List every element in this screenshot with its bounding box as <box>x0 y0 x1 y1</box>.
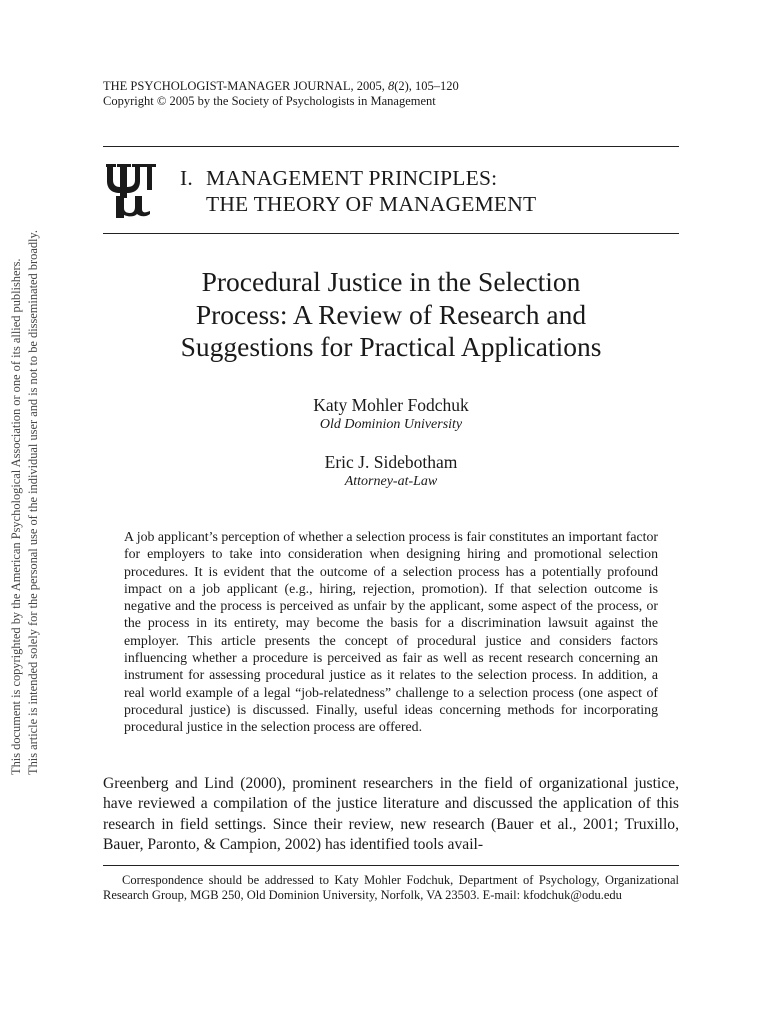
author-affiliation: Attorney-at-Law <box>344 474 438 489</box>
side-notice-line-2: This article is intended solely for the personal use of the individual user and is not to be disseminated broadly. <box>26 230 40 775</box>
journal-header <box>103 79 459 109</box>
journal-citation <box>103 79 459 94</box>
author-name: Eric J. Sidebotham <box>324 452 458 472</box>
author-affiliation: Old Dominion University <box>319 417 463 432</box>
correspondence-footnote: Correspondence should be addressed to Katy Mohler Fodchuk, Department of Psychology, Organizational Research Group, MGB 250, Old Dominion University, Norfolk, VA 23503. E-mail: kfodchuk@odu.edu <box>103 873 679 903</box>
side-notice-line-1: This document is copyrighted by the American Psychological Association or one of its allied publishers. <box>9 258 23 775</box>
title-line: Suggestions for Practical Applications <box>180 331 602 362</box>
section-line-1: MANAGEMENT PRINCIPLES: <box>206 166 498 190</box>
section-number: I. <box>180 166 193 190</box>
author-name: Katy Mohler Fodchuk <box>313 395 469 415</box>
footnote-rule <box>103 865 679 866</box>
section-heading <box>180 165 536 217</box>
abstract: A job applicant’s perception of whether a selection process is fair constitutes an important factor for employers to take into consideration when designing hiring and promotional selection procedures. It is evident that the outcome of a selection process has a potentially profound impact on a job applicant (e.g., hiring, rejection, promotion). If that selection outcome is negative and the process is perceived as unfair by the applicant, some aspect of the process, or the process in its entirety, may become the basis for a discrimination lawsuit against the employer. This article presents the concept of procedural justice and considers factors influencing whether a procedure is perceived as fair as well as recent research concerning an instrument for assessing procedural justice as it relates to the selection process. In addition, a real world example of a legal “job-relatedness” challenge to a selection process (one aspect of procedural justice) is discussed. Finally, useful ideas concerning methods for incorporating procedural justice in the selection process are offered. <box>124 529 658 735</box>
header-rule-bottom <box>103 233 679 234</box>
citation-prefix: THE PSYCHOLOGIST-MANAGER JOURNAL, 2005, <box>103 79 388 93</box>
psi-mu-logo-icon <box>104 160 160 218</box>
title-line: Process: A Review of Research and <box>195 298 587 330</box>
citation-volume: 8 <box>387 79 395 93</box>
article-title <box>103 266 679 364</box>
section-line-2: THE THEORY OF MANAGEMENT <box>206 192 537 216</box>
title-line: Procedural Justice in the Selection <box>201 266 581 297</box>
header-rule-top <box>103 146 679 147</box>
body-paragraph: Greenberg and Lind (2000), prominent researchers in the field of organizational justice, have reviewed a compilation of the justice literature and discussed the application of this research in field settings. Since their review, new research (Bauer et al., 2001; Truxillo, Bauer, Paronto, & Campion, 2002) has identified tools avail- <box>103 775 679 854</box>
author-block-1 <box>103 395 679 434</box>
author-block-2 <box>103 452 679 491</box>
citation-suffix: (2), 105–120 <box>394 79 459 93</box>
journal-copyright: Copyright © 2005 by the Society of Psychologists in Management <box>103 94 436 108</box>
